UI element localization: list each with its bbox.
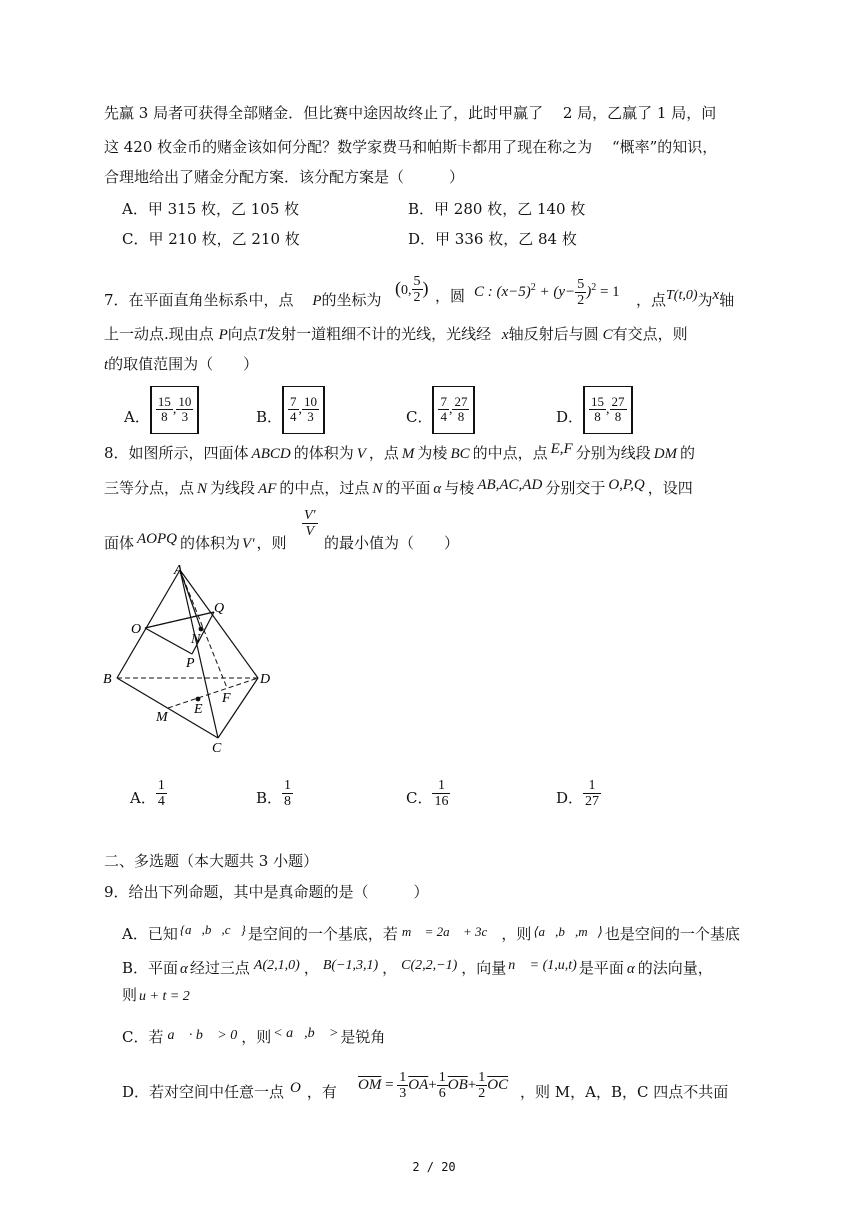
- q8-option-b: B． $\frac{1}{8}$: [256, 777, 292, 809]
- section-title: 二、多选题（本大题共 3 小题）: [104, 852, 319, 870]
- q7-circle-equation: C : $(x-5)^2 + (y-$ $\frac{5}{2}$ )$^2$ = 1: [474, 276, 620, 308]
- q8-ratio: $\frac{V'}{V}$: [304, 508, 316, 539]
- q9-option-c: C．若 a⃗ · b⃗ > 0 ，则 < a⃗,b⃗ > 是锐角: [122, 1026, 386, 1046]
- q8-line2: 三等分点，点 N 为线段 AF 的中点，过点 N 的平面 α 与棱 AB,AC,AD 分别交于 O,P,Q ，设四: [104, 477, 693, 497]
- q6-line1: 先赢 3 局者可获得全部赌金．但比赛中途因故终止了，此时甲赢了 2 局，乙赢了 1 局，问: [104, 104, 717, 122]
- q8-option-a: A． $\frac{1}{4}$: [130, 777, 165, 809]
- q9-vector-equation: $\overline{OM}$ = $\frac{1}{3}$ $\overline{OA}+$ $\frac{1}{6}$ $\overline{OB}+$ $\frac{1}{2}$ $\overline{OC}$: [358, 1069, 509, 1101]
- label-a: A: [174, 563, 183, 578]
- label-d: D: [260, 672, 271, 687]
- label-q: Q: [214, 601, 225, 616]
- q7-point-p: (0, $\frac{5}{2}$ ): [395, 273, 429, 305]
- q8-line3-end: 的最小值为（ ）: [324, 534, 460, 552]
- label-p: P: [186, 656, 195, 671]
- q9-title: 9．给出下列命题，其中是真命题的是（ ）: [104, 883, 429, 901]
- q9-option-a: A．已知 {a⃗,b⃗,c⃗} 是空间的一个基底，若 m⃗ = 2a⃗ + 3c⃗ ，则 ⟨a⃗,b⃗,m⃗⟩ 也是空间的一个基底: [122, 922, 740, 943]
- q7-option-b: B． $\frac{7}{4}$ , $\frac{10}{3}$: [256, 386, 325, 430]
- q7-line1: 7．在平面直角坐标系中，点 P的坐标为: [104, 291, 382, 309]
- label-c: C: [212, 741, 222, 756]
- page-number: 2 / 20: [412, 1160, 456, 1174]
- label-m: M: [156, 710, 168, 725]
- q8-line1: 8．如图所示，四面体 ABCD 的体积为 V ，点 M 为棱 BC 的中点，点 E,F 分别为线段 DM 的: [104, 441, 696, 462]
- q8-option-c: C． $\frac{1}{16}$: [406, 777, 449, 809]
- q7-option-d: D． $\frac{15}{8}$ , $\frac{27}{8}$: [556, 386, 633, 430]
- q9-option-b-line2: 则 u + t = 2: [122, 986, 190, 1004]
- q6-option-a: A．甲 315 枚，乙 105 枚: [122, 200, 300, 218]
- q8-option-d: D． $\frac{1}{27}$: [556, 777, 600, 809]
- q7-line3: t的取值范围为（ ）: [104, 355, 259, 373]
- label-e: E: [194, 702, 203, 717]
- q7-line2: 上一动点.现由点 P向点T发射一道粗细不计的光线，光线经 x轴反射后与圆 C有交点，则: [104, 325, 688, 343]
- q8-line3: 面体 AOPQ 的体积为 V′ ，则: [104, 531, 287, 552]
- label-n: N: [191, 632, 201, 647]
- q7-option-c: C． $\frac{7}{4}$ , $\frac{27}{8}$: [406, 386, 475, 430]
- q9-option-d-end: ，则 M，A，B，C 四点不共面: [520, 1083, 729, 1101]
- q7-option-a: A． $\frac{15}{8}$ , $\frac{10}{3}$: [124, 386, 199, 430]
- q6-line3: 合理地给出了赌金分配方案．该分配方案是（ ）: [104, 168, 465, 186]
- q9-option-b: B．平面 α 经过三点 A(2,1,0) ， B(−1,3,1) ， C(2,2,−1) ，向量 n⃗ = (1,u,t) 是平面 α 的法向量，: [122, 958, 713, 977]
- label-o: O: [131, 622, 142, 637]
- q6-option-d: D．甲 336 枚，乙 84 枚: [408, 230, 577, 248]
- label-b: B: [103, 672, 112, 687]
- q6-line2: 这 420 枚金币的赌金该如何分配？数学家费马和帕斯卡都用了现在称之为 “概率”的知识，: [104, 138, 718, 156]
- q7-circle-label: ，圆: [435, 287, 466, 305]
- q6-option-c: C．甲 210 枚，乙 210 枚: [122, 230, 300, 248]
- tetrahedron-figure: [96, 558, 286, 758]
- q9-option-d: D．若对空间中任意一点 O ，有: [122, 1080, 337, 1101]
- q6-option-b: B．甲 280 枚，乙 140 枚: [408, 200, 586, 218]
- label-f: F: [222, 691, 231, 706]
- q7-point-t: ，点T(t,0)为x轴: [636, 287, 735, 309]
